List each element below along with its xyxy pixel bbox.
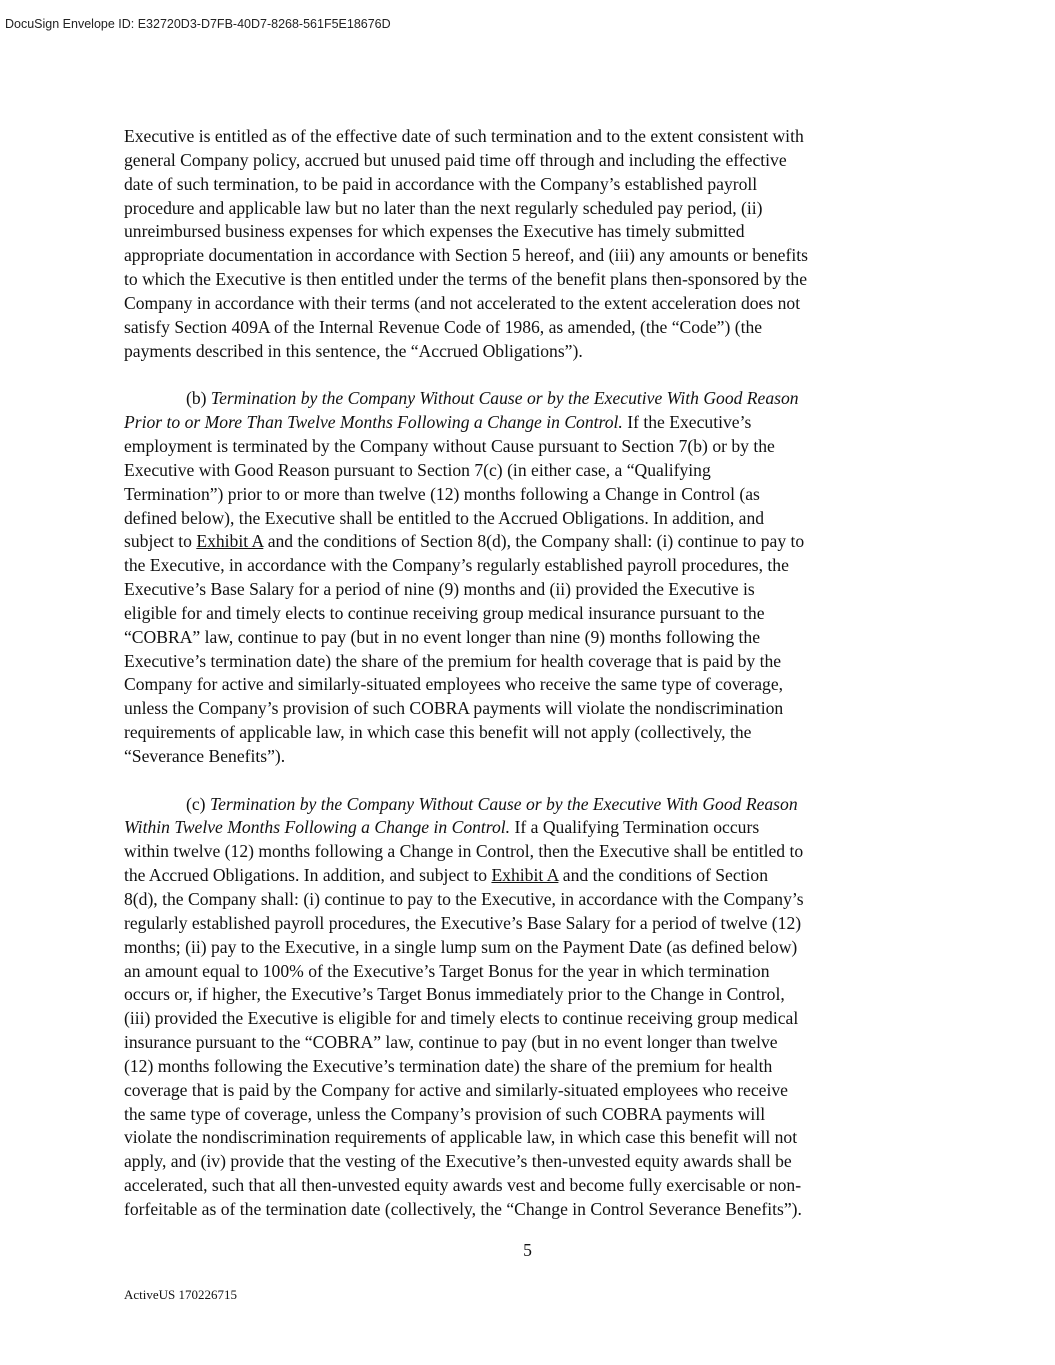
text-line: satisfy Section 409A of the Internal Revenue Code of 1986, as amended, (the “Code”) (the: [124, 316, 763, 337]
paragraph-b-heading-line: [124, 387, 930, 411]
text-line: Executive with Good Reason pursuant to Section 7(c) (in either case, a “Qualifying: [124, 459, 711, 480]
text-line: [124, 530, 930, 554]
text-line: defined below), the Executive shall be entitled to the Accrued Obligations. In addition, and: [124, 507, 765, 528]
text-line: procedure and applicable law but no later than the next regularly scheduled pay period, (ii): [124, 197, 763, 218]
paragraph-b-heading-cont: Prior to or More Than Twelve Months Following a Change in Control.: [124, 412, 623, 433]
paragraph-c-heading-line: [124, 793, 930, 817]
text-line: to which the Executive is then entitled under the terms of the benefit plans then-sponsored by the: [124, 269, 808, 290]
paragraph-continuation: [124, 125, 930, 363]
text-line: appropriate documentation in accordance with Section 5 hereof, and (iii) any amounts or benefits: [124, 245, 808, 266]
exhibit-a-reference: Exhibit A: [196, 531, 264, 552]
exhibit-pre: subject to: [124, 531, 197, 552]
text-line: “COBRA” law, continue to pay (but in no event longer than nine (9) months following the: [124, 626, 761, 647]
text-line: unreimbursed business expenses for which expenses the Executive has timely submitted: [124, 221, 745, 242]
page-number: 5: [523, 1240, 532, 1260]
text-line: violate the nondiscrimination requirements of applicable law, in which case this benefit will not: [124, 1127, 798, 1148]
text-line: requirements of applicable law, in which case this benefit will not apply (collectively, the: [124, 722, 752, 743]
text-line: [124, 816, 930, 840]
text-line: date of such termination, to be paid in accordance with the Company’s established payroll: [124, 173, 758, 194]
paragraph-c-label: (c): [186, 793, 210, 814]
text-line: insurance pursuant to the “COBRA” law, continue to pay (but in no event longer than twelve: [124, 1032, 778, 1053]
text-line: Executive’s termination date) the share of the premium for health coverage that is paid by the: [124, 650, 782, 671]
paragraph-c-tail: If a Qualifying Termination occurs: [510, 817, 760, 838]
docusign-envelope-id: DocuSign Envelope ID: E32720D3-D7FB-40D7-8268-561F5E18676D: [5, 17, 391, 31]
paragraph-b-heading: Termination by the Company Without Cause or by the Executive With Good Reason: [210, 388, 799, 409]
text-line: employment is terminated by the Company without Cause pursuant to Section 7(b) or by the: [124, 435, 775, 456]
text-line: Company for active and similarly-situated employees who receive the same type of coverage,: [124, 674, 784, 695]
text-line: coverage that is paid by the Company for active and similarly-situated employees who receive: [124, 1079, 788, 1100]
text-line: [124, 411, 930, 435]
document-body: [124, 125, 930, 1222]
text-line: occurs or, if higher, the Executive’s Target Bonus immediately prior to the Change in Control,: [124, 984, 785, 1005]
text-line: apply, and (iv) provide that the vesting of the Executive’s then-unvested equity awards shall be: [124, 1151, 792, 1172]
paragraph-c-heading: Termination by the Company Without Cause or by the Executive With Good Reason: [209, 793, 798, 814]
paragraph-c-heading-cont: Within Twelve Months Following a Change in Control.: [124, 817, 511, 838]
exhibit-post: and the conditions of Section: [558, 865, 769, 886]
text-line: (12) months following the Executive’s termination date) the share of the premium for health: [124, 1055, 773, 1076]
text-line: unless the Company’s provision of such COBRA payments will violate the nondiscrimination: [124, 698, 784, 719]
text-line: months; (ii) pay to the Executive, in a single lump sum on the Payment Date (as defined below): [124, 936, 798, 957]
text-line: [124, 864, 930, 888]
exhibit-post: and the conditions of Section 8(d), the Company shall: (i) continue to pay to: [263, 531, 805, 552]
text-line: accelerated, such that all then-unvested equity awards vest and become fully exercisable or non-: [124, 1175, 802, 1196]
paragraph-b: [124, 387, 930, 769]
text-line: Executive’s Base Salary for a period of nine (9) months and (ii) provided the Executive is: [124, 579, 755, 600]
text-line: general Company policy, accrued but unused paid time off through and including the effective: [124, 149, 787, 170]
text-line: forfeitable as of the termination date (collectively, the “Change in Control Severance Benefits”).: [124, 1198, 802, 1219]
text-line: payments described in this sentence, the “Accrued Obligations”).: [124, 340, 583, 361]
exhibit-a-reference: Exhibit A: [491, 865, 559, 886]
text-line: Company in accordance with their terms (and not accelerated to the extent acceleration does not: [124, 292, 801, 313]
text-line: the Executive, in accordance with the Company’s regularly established payroll procedures, the: [124, 555, 789, 576]
text-line: eligible for and timely elects to continue receiving group medical insurance pursuant to the: [124, 602, 765, 623]
text-line: “Severance Benefits”).: [124, 745, 286, 766]
paragraph-b-tail: If the Executive’s: [622, 412, 752, 433]
text-line: regularly established payroll procedures, the Executive’s Base Salary for a period of twelve (12): [124, 912, 802, 933]
text-line: Termination”) prior to or more than twelve (12) months following a Change in Control (as: [124, 483, 760, 504]
paragraph-b-label: (b): [186, 388, 211, 409]
text-line: within twelve (12) months following a Change in Control, then the Executive shall be entitled to: [124, 841, 804, 862]
paragraph-c: [124, 793, 930, 1222]
text-line: an amount equal to 100% of the Executive’s Target Bonus for the year in which termination: [124, 960, 770, 981]
exhibit-pre: the Accrued Obligations. In addition, and subject to: [124, 865, 492, 886]
text-line: 8(d), the Company shall: (i) continue to pay to the Executive, in accordance with the Company’s: [124, 889, 804, 909]
document-id-footer: ActiveUS 170226715: [124, 1287, 238, 1302]
text-line: Executive is entitled as of the effective date of such termination and to the extent consistent with: [124, 126, 804, 146]
text-line: the same type of coverage, unless the Company’s provision of such COBRA payments will: [124, 1103, 766, 1124]
text-line: (iii) provided the Executive is eligible for and timely elects to continue receiving group medical: [124, 1008, 799, 1029]
